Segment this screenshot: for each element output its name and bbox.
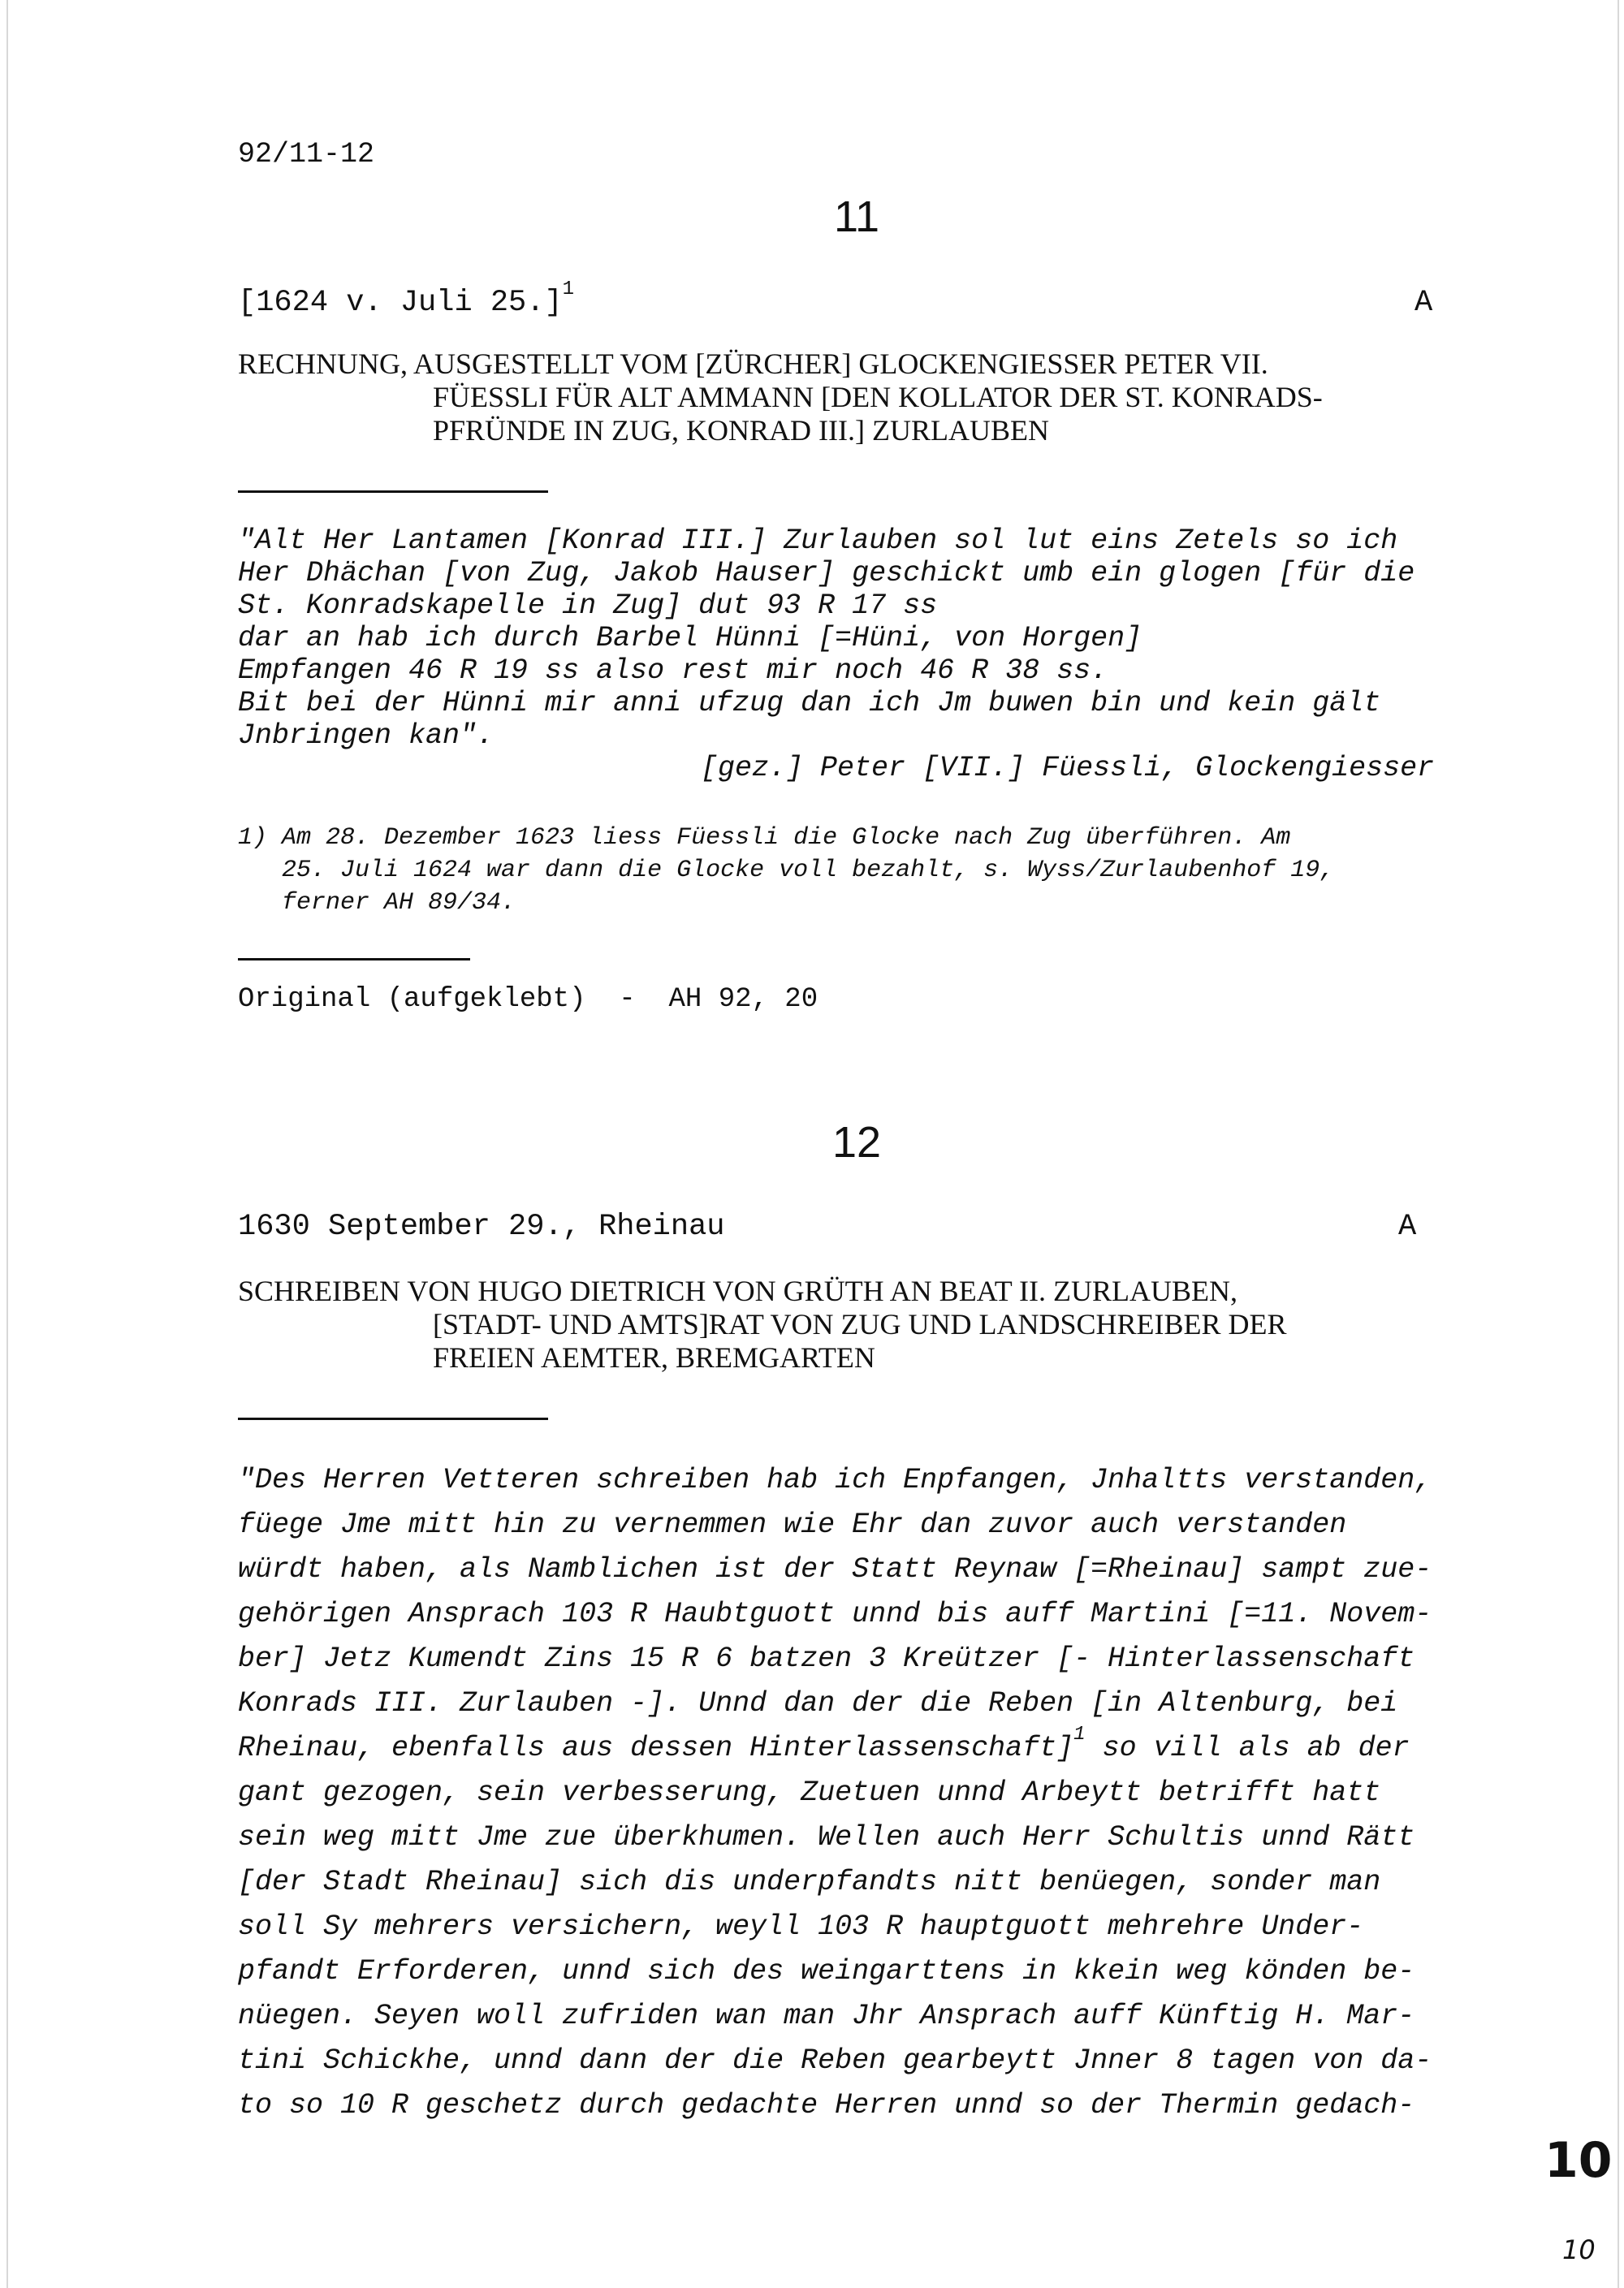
doc12-text-line-8: gant gezogen, sein verbesserung, Zuetuen unnd Arbeytt betrifft hatt — [238, 1776, 1381, 1809]
doc11-quote-line-3: St. Konradskapelle in Zug] dut 93 R 17 ss — [238, 589, 938, 622]
doc11-quote-line-6: Bit bei der Hünni mir anni ufzug dan ich Jm buwen bin und kein gält — [238, 687, 1381, 719]
doc12-text-line-7-continuation: so vill als ab der — [1085, 1732, 1410, 1764]
doc12-text-line-3: würdt haben, als Namblichen ist der Statt Reynaw [=Rheinau] sampt zue- — [238, 1553, 1432, 1586]
doc12-heading-line-2: [STADT- UND AMTS]RAT VON ZUG UND LANDSCHREIBER DER — [433, 1308, 1287, 1340]
doc11-date: [1624 v. Juli 25.] — [238, 286, 563, 320]
doc12-text-line-7-main: Rheinau, ebenfalls aus dessen Hinterlassenschaft] — [238, 1732, 1074, 1764]
doc11-letter: A — [1415, 286, 1433, 320]
doc11-footnote-rule — [238, 958, 470, 961]
doc11-quote-line-2: Her Dhächan [von Zug, Jakob Hauser] geschickt umb ein glogen [für die — [238, 557, 1415, 589]
doc12-text-line-1: "Des Herren Vetteren schreiben hab ich Enpfangen, Jnhaltts verstanden, — [238, 1464, 1432, 1496]
doc11-heading-line-3: PFRÜNDE IN ZUG, KONRAD III.] ZURLAUBEN — [433, 414, 1049, 447]
doc12-text-line-10: [der Stadt Rheinau] sich dis underpfandts nitt benüegen, sonder man — [238, 1866, 1381, 1898]
doc11-signature: [gez.] Peter [VII.] Füessli, Glockengiesser — [701, 752, 1435, 784]
doc11-heading-rule — [238, 490, 548, 493]
doc11-original-note: Original (aufgeklebt) - AH 92, 20 — [238, 984, 818, 1015]
archive-reference: 92/11-12 — [238, 138, 375, 171]
doc11-footnote-line-2: 25. Juli 1624 war dann die Glocke voll bezahlt, s. Wyss/Zurlaubenhof 19, — [238, 857, 1335, 884]
doc11-footnote-line-1: 1) Am 28. Dezember 1623 liess Füessli die Glocke nach Zug überführen. Am — [238, 824, 1291, 852]
doc12-text-line-6: Konrads III. Zurlauben -]. Unnd dan der die Reben [in Altenburg, bei — [238, 1687, 1398, 1720]
doc11-quote-line-5: Empfangen 46 R 19 ss also rest mir noch 46 R 38 ss. — [238, 654, 1108, 687]
doc12-date: 1630 September 29., Rheinau — [238, 1210, 725, 1244]
doc11-date-line — [238, 278, 575, 320]
doc11-footnote-line-3: ferner AH 89/34. — [238, 889, 516, 917]
doc11-quote-line-1: "Alt Her Lantamen [Konrad III.] Zurlauben sol lut eins Zetels so ich — [238, 525, 1398, 557]
doc12-text-line-4: gehörigen Ansprach 103 R Haubtguott unnd bis auff Martini [=11. Novem- — [238, 1598, 1432, 1630]
doc12-heading-line-1: SCHREIBEN VON HUGO DIETRICH VON GRÜTH AN BEAT II. ZURLAUBEN, — [238, 1275, 1237, 1307]
doc12-text-line-9: sein weg mitt Jme zue überkhumen. Wellen auch Herr Schultis unnd Rätt — [238, 1821, 1415, 1854]
doc11-footnote-mark: 1 — [562, 278, 575, 300]
doc12-text-line-7 — [238, 1726, 1410, 1773]
doc12-heading-line-3: FREIEN AEMTER, BREMGARTEN — [433, 1341, 875, 1374]
doc12-text-line-13: nüegen. Seyen woll zufriden wan man Jhr Ansprach auff Künftig H. Mar- — [238, 2000, 1415, 2032]
handwritten-page-number-small: 10 — [1562, 2234, 1596, 2265]
handwritten-page-number: 10 — [1544, 2132, 1613, 2189]
document-number-12: 12 — [831, 1118, 882, 1167]
doc12-text-line-5: ber] Jetz Kumendt Zins 15 R 6 batzen 3 Kreützer [- Hinterlassenschaft — [238, 1643, 1415, 1675]
doc11-heading-line-2: FÜESSLI FÜR ALT AMMANN [DEN KOLLATOR DER ST. KONRADS- — [433, 381, 1323, 413]
doc11-quote-line-7: Jnbringen kan". — [238, 719, 495, 752]
doc12-text-line-11: soll Sy mehrers versichern, weyll 103 R hauptguott mehrehre Under- — [238, 1910, 1364, 1943]
doc12-letter: A — [1398, 1210, 1417, 1244]
doc12-text-line-14: tini Schickhe, unnd dann der die Reben gearbeytt Jnner 8 tagen von da- — [238, 2044, 1432, 2077]
doc12-text-line-2: füege Jme mitt hin zu vernemmen wie Ehr dan zuvor auch verstanden — [238, 1509, 1347, 1541]
doc11-quote-line-4: dar an hab ich durch Barbel Hünni [=Hüni, von Horgen] — [238, 622, 1142, 654]
document-number-11: 11 — [833, 192, 880, 241]
doc12-text-line-15: to so 10 R geschetz durch gedachte Herren unnd so der Thermin gedach- — [238, 2089, 1415, 2122]
doc12-heading-rule — [238, 1418, 548, 1420]
doc12-text-line-12: pfandt Erforderen, unnd sich des weingarttens in kkein weg könden be- — [238, 1955, 1415, 1988]
doc11-heading-line-1: RECHNUNG, AUSGESTELLT VOM [ZÜRCHER] GLOCKENGIESSER PETER VII. — [238, 348, 1268, 380]
doc12-footnote-mark: 1 — [1073, 1724, 1086, 1746]
